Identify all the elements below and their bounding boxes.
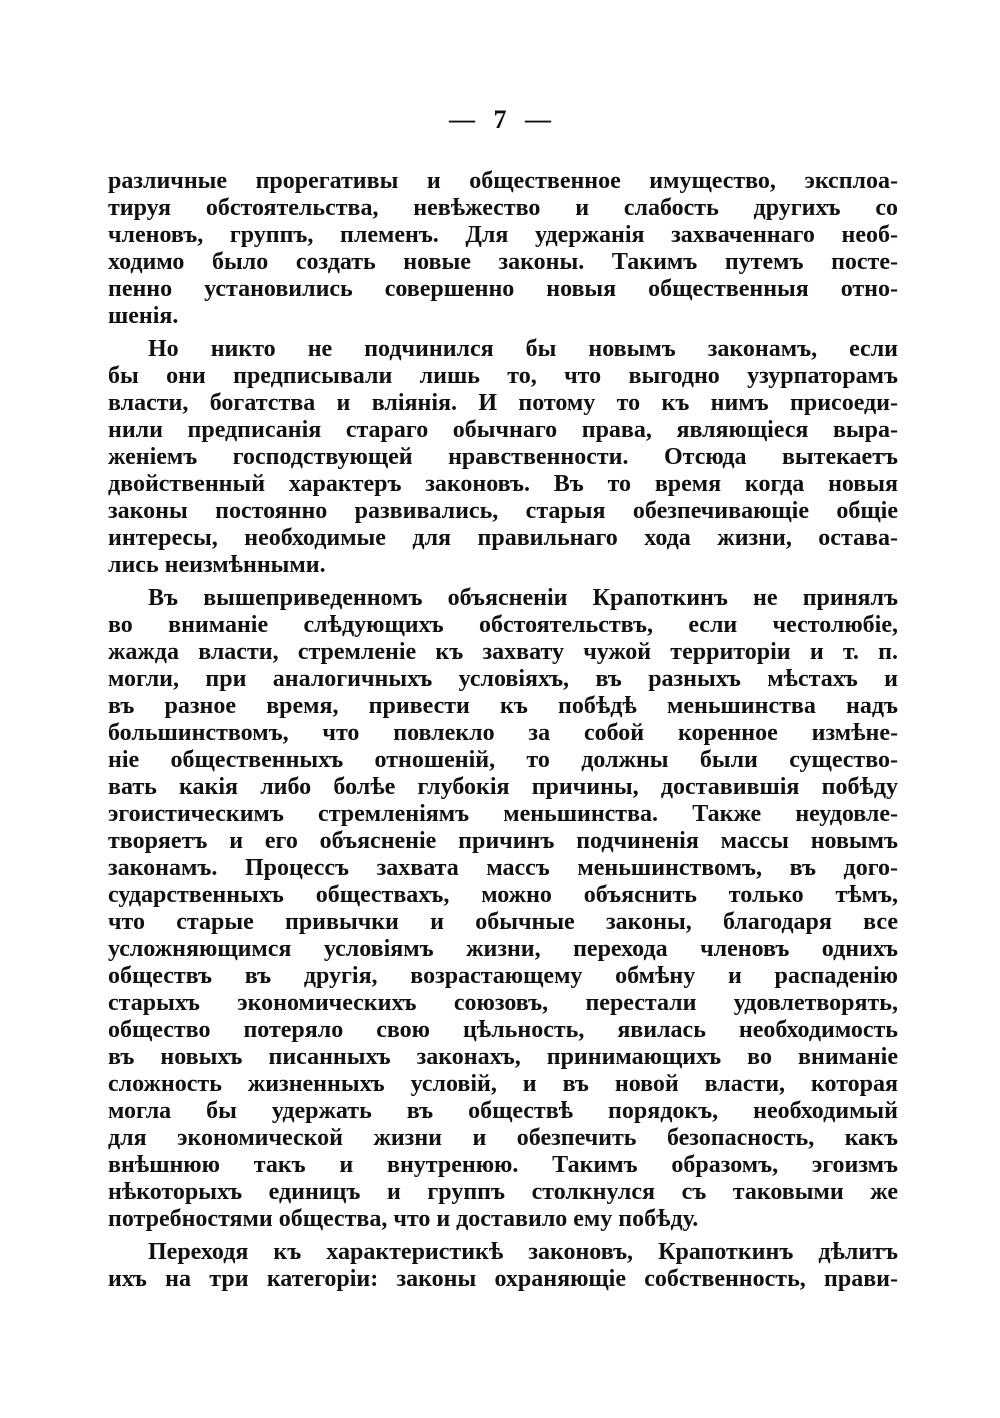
text-line: обществъ въ другія, возрастающему обмѣну и распаденію bbox=[108, 963, 898, 989]
text-line: потребностями общества, что и доставило ему побѣду. bbox=[108, 1206, 699, 1232]
text-line: эгоистическимъ стремленіямъ меньшинства. Также неудовле- bbox=[108, 801, 898, 827]
paragraph bbox=[108, 336, 898, 579]
text-line: Но никто не подчинился бы новымъ законамъ, если bbox=[148, 336, 898, 362]
text-line: нили предписанія стараго обычнаго права, являющіеся выра- bbox=[108, 417, 898, 443]
text-line: бы они предписывали лишь то, что выгодно узурпаторамъ bbox=[108, 363, 898, 389]
text-line: Переходя къ характеристикѣ законовъ, Крапоткинъ дѣлитъ bbox=[148, 1239, 898, 1265]
text-line: для экономической жизни и обезпечить безопасность, какъ bbox=[108, 1125, 898, 1151]
text-line: ніе общественныхъ отношеній, то должны были существо- bbox=[108, 747, 898, 773]
text-line: усложняющимся условіямъ жизни, перехода членовъ однихъ bbox=[108, 936, 898, 962]
paragraph bbox=[108, 168, 898, 330]
text-line: ихъ на три категоріи: законы охраняющіе собственность, прави- bbox=[108, 1266, 898, 1292]
text-line: жажда власти, стремленіе къ захвату чужой территоріи и т. п. bbox=[108, 639, 898, 665]
text-line: могли, при аналогичныхъ условіяхъ, въ разныхъ мѣстахъ и bbox=[108, 666, 898, 692]
paragraph bbox=[108, 585, 898, 1233]
text-line: тируя обстоятельства, невѣжество и слабость другихъ со bbox=[108, 195, 898, 221]
text-line: сложность жизненныхъ условій, и въ новой власти, которая bbox=[108, 1071, 898, 1097]
text-line: творяетъ и его объясненіе причинъ подчиненія массы новымъ bbox=[108, 828, 898, 854]
text-line: различные прорегативы и общественное имущество, эксплоа- bbox=[108, 168, 898, 194]
text-line: законы постоянно развивались, старыя обезпечивающіе общіе bbox=[108, 498, 898, 524]
paragraph bbox=[108, 1239, 898, 1293]
text-line: въ разное время, привести къ побѣдѣ меньшинства надъ bbox=[108, 693, 898, 719]
text-line: внѣшнюю такъ и внутренюю. Такимъ образомъ, эгоизмъ bbox=[108, 1152, 898, 1178]
text-line: вать какія либо болѣе глубокія причины, доставившія побѣду bbox=[108, 774, 898, 800]
text-line: общество потеряло свою цѣльность, явилась необходимость bbox=[108, 1017, 898, 1043]
text-line: законамъ. Процессъ захвата массъ меньшинствомъ, въ дого- bbox=[108, 855, 898, 881]
text-line: шенія. bbox=[108, 303, 179, 329]
text-line: лись неизмѣнными. bbox=[108, 552, 326, 578]
text-line: сударственныхъ обществахъ, можно объяснить только тѣмъ, bbox=[108, 882, 898, 908]
text-line: пенно установились совершенно новыя общественныя отно- bbox=[108, 276, 898, 302]
text-line: ходимо было создать новые законы. Такимъ путемъ посте- bbox=[108, 249, 898, 275]
text-line: старыхъ экономическихъ союзовъ, перестали удовлетворять, bbox=[108, 990, 898, 1016]
text-line: во вниманіе слѣдующихъ обстоятельствъ, если честолюбіе, bbox=[108, 612, 898, 638]
text-line: въ новыхъ писанныхъ законахъ, принимающихъ во вниманіе bbox=[108, 1044, 898, 1070]
text-line: Въ вышеприведенномъ объясненіи Крапоткинъ не принялъ bbox=[148, 585, 898, 611]
text-line: интересы, необходимые для правильнаго хода жизни, остава- bbox=[108, 525, 898, 551]
text-line: женіемъ господствующей нравственности. Отсюда вытекаетъ bbox=[108, 444, 898, 470]
text-line: могла бы удержать въ обществѣ порядокъ, необходимый bbox=[108, 1098, 898, 1124]
page-number: — 7 — bbox=[449, 105, 557, 134]
text-line: нѣкоторыхъ единицъ и группъ столкнулся съ таковыми же bbox=[108, 1179, 898, 1205]
text-line: что старые привычки и обычные законы, благодаря все bbox=[108, 909, 898, 935]
document-page bbox=[108, 100, 898, 1299]
text-line: членовъ, группъ, племенъ. Для удержанія захваченнаго необ- bbox=[108, 222, 898, 248]
text-line: власти, богатства и вліянія. И потому то къ нимъ присоеди- bbox=[108, 390, 898, 416]
text-line: большинствомъ, что повлекло за собой коренное измѣне- bbox=[108, 720, 898, 746]
text-line: двойственный характеръ законовъ. Въ то время когда новыя bbox=[108, 471, 898, 497]
